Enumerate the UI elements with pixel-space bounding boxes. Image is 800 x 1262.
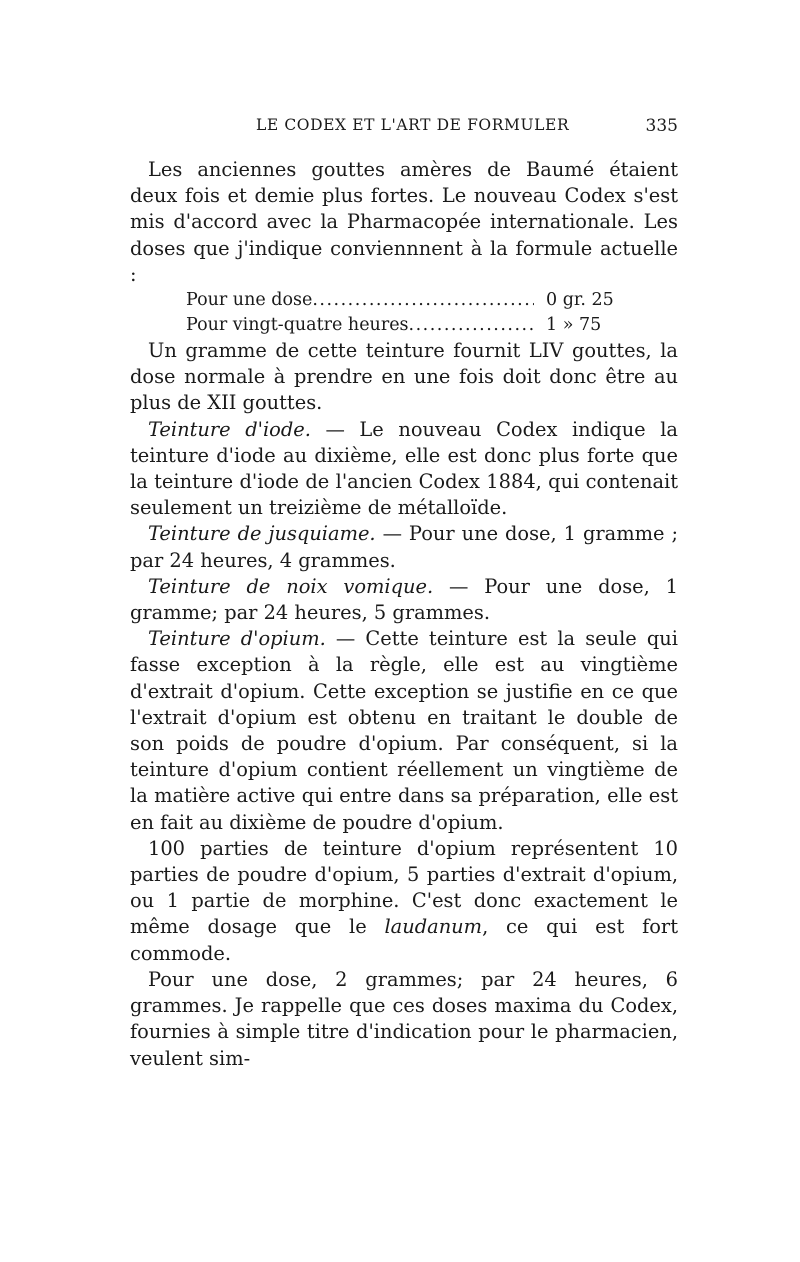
entry-text-jusquiame: — Pour une dose, 1 gramme ; par 24 heures, 4 grammes. [130,522,678,572]
running-title: LE CODEX ET L'ART DE FORMULER [256,116,570,134]
intro-paragraph: Les anciennes gouttes amères de Baumé étaient deux fois et demie plus fortes. Le nouveau Codex s'est mis d'accord avec la Pharmacopée internationale. Les doses que j'indique conviennnent à la formule actuelle : [130,158,678,286]
leader-dots [312,288,534,313]
dose-row [186,313,654,338]
noix-vomique-paragraph [130,574,678,626]
dose-label: Pour vingt-quatre heures [186,315,409,336]
dose-value: 1 » 75 [546,315,602,336]
jusquiame-paragraph [130,521,678,573]
laudanum-term: laudanum [384,915,483,939]
page-header [130,116,678,142]
dose-row [186,288,654,313]
dose-value: 0 gr. 25 [546,290,614,311]
entry-title-opium: Teinture d'opium. [148,627,326,651]
iode-paragraph [130,417,678,522]
opium-paragraph [130,626,678,836]
dose-label: Pour une dose [186,290,313,311]
entry-title-jusquiame: Teinture de jusquiame. [148,522,376,546]
entry-text-noix-vomique: — Pour une dose, 1 gramme; par 24 heures, 5 grammes. [130,574,678,625]
parties-text-after: , ce qui est fort commode. [130,915,678,965]
dose-table [186,288,654,338]
entry-text-iode: — Le nouveau Codex indique la teinture d'iode au dixième, elle est donc plus forte que la teinture d'iode de l'ancien Codex 1884, qui contenait seulement un treizième de métalloïde. [130,417,678,520]
parties-paragraph [130,836,678,967]
parties-text-before: 100 parties de teinture d'opium représentent 10 parties de poudre d'opium, 5 parties d'extrait d'opium, ou 1 partie de morphine. C'est donc exactement le même dosage que le [130,836,678,939]
final-paragraph: Pour une dose, 2 grammes; par 24 heures, 6 grammes. Je rappelle que ces doses maxima du Codex, fournies à simple titre d'indication pour le pharmacien, veulent sim- [130,967,678,1070]
page-number: 335 [645,116,678,136]
leader-dots [409,313,534,338]
entry-title-noix-vomique: Teinture de noix vomique. [148,574,434,598]
entry-text-opium: — Cette teinture est la seule qui fasse exception à la règle, elle est au vingtième d'extrait d'opium. Cette exception se justifie en ce que l'extrait d'opium est obtenu en traitant le double de son poids de poudre d'opium. Par conséquent, si la teinture d'opium contient réellement un vingtième de la matière active qui entre dans sa préparation, elle est en fait au dixième de poudre d'opium. [130,627,678,834]
body-text [130,157,678,1072]
entry-title-iode: Teinture d'iode. [148,417,311,441]
gouttes-paragraph: Un gramme de cette teinture fournit LIV gouttes, la dose normale à prendre en une fois doit donc être au plus de XII gouttes. [130,339,678,415]
